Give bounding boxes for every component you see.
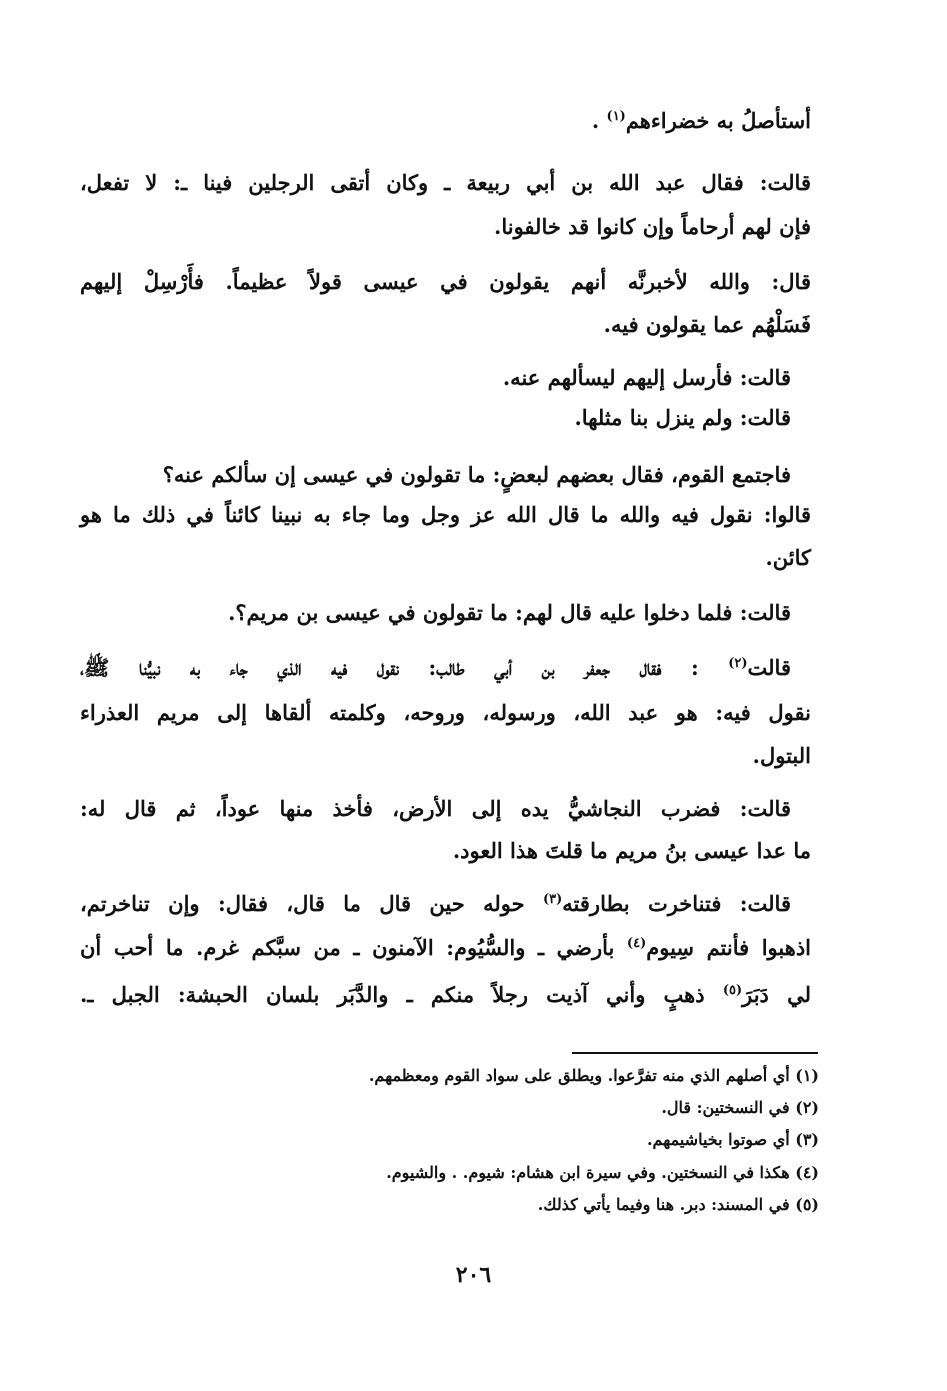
text-line: اذهبوا فأنتم سِيوم$^{(٤)}$ بأرضي ـ والسُّيُوم: الآمنون ـ من سبَّكم غرم. ما أحب أن — [80, 935, 812, 960]
text-line: قالت: فأرسل إليهم ليسألهم عنه. — [502, 365, 791, 390]
text-line: ما عدا عيسى بنُ مريم ما قلتَ هذا العود. — [452, 838, 811, 863]
footnote — [200, 1195, 819, 1214]
footnote — [200, 1130, 819, 1149]
footnote-ref: (٢) — [728, 656, 748, 671]
text-line: أستأصلُ به خضراءهم$^{(١)}$ . — [591, 108, 811, 133]
text-line: قالت: ولم ينزل بنا مثلها. — [574, 405, 791, 430]
footnote-ref: (٥) — [722, 983, 743, 998]
footnote — [200, 1098, 819, 1117]
text-line: قالوا: نقول فيه والله ما قال الله عز وجل وما جاء به نبينا كائناً في ذلك ما هو — [80, 502, 811, 527]
text-line: فاجتمع القوم، فقال بعضهم لبعضٍ: ما تقولون في عيسى إن سألكم عنه؟ — [162, 462, 791, 487]
footnote-number: (٣) — [795, 1130, 819, 1149]
text-line: قالت: فضرب النجاشيُّ يده إلى الأرض، فأخذ منها عوداً، ثم قال له: — [80, 796, 791, 821]
footnote-ref: (١) — [606, 109, 626, 124]
footnote — [200, 1066, 819, 1085]
footnote-text: أي أصلهم الذي منه تفرَّعوا. ويطلق على سواد القوم ومعظمهم. — [368, 1066, 790, 1085]
footnote — [200, 1163, 819, 1182]
footnote-number: (٥) — [795, 1195, 819, 1214]
footnote-text: أي صوتوا بخياشيمهم. — [646, 1130, 790, 1149]
text-line: فَسَلْهُم عما يقولون فيه. — [603, 312, 811, 337]
text-line: فإن لهم أرحاماً وإن كانوا قد خالفونا. — [494, 214, 811, 239]
text-line: قالت$^{(٢)}$ : فقال جعفر بن أبي طالب: نقول فيه الذي جاء به نبيُّنا ﷺ، — [80, 655, 791, 680]
text-line: نقول فيه: هو عبد الله، ورسوله، وروحه، وكلمته ألقاها إلى مريم العذراء — [80, 700, 811, 725]
text-line: كائن. — [765, 545, 811, 570]
footnote-text: في المسند: دبر. هنا وفيما يأتي كذلك. — [537, 1195, 790, 1214]
footnote-number: (١) — [795, 1066, 819, 1085]
text-line: البتول. — [752, 743, 811, 768]
footnote-ref: (٣) — [543, 892, 563, 907]
footnote-ref: (٤) — [626, 936, 647, 951]
text-line: لي دَبَرَ$^{(٥)}$ ذهبٍ وأني آذيت رجلاً منكم ـ والدَّبَر بلسان الحبشة: الجبل ـ. — [80, 982, 812, 1007]
footnote-separator — [572, 1052, 818, 1054]
page-number: ٢٠٦ — [455, 1262, 492, 1288]
text-line: قالت: فتناخرت بطارقته$^{(٣)}$ حوله حين قال ما قال، فقال: وإن تناخرتم، — [80, 891, 791, 916]
footnote-text: هكذا في النسختين. وفي سيرة ابن هشام: شيوم. . والشيوم. — [386, 1163, 790, 1182]
footnote-number: (٤) — [795, 1163, 819, 1182]
text-line: قال: والله لأخبرنَّه أنهم يقولون في عيسى قولاً عظيماً. فأَرْسِلْ إليهم — [80, 269, 811, 294]
footnote-number: (٢) — [795, 1098, 819, 1117]
text-line: قالت: فلما دخلوا عليه قال لهم: ما تقولون في عيسى بن مريم؟. — [228, 600, 791, 625]
footnote-text: في النسختين: قال. — [661, 1098, 790, 1117]
text-line: قالت: فقال عبد الله بن أبي ربيعة ـ وكان أتقى الرجلين فينا ـ: لا تفعل، — [80, 170, 811, 195]
